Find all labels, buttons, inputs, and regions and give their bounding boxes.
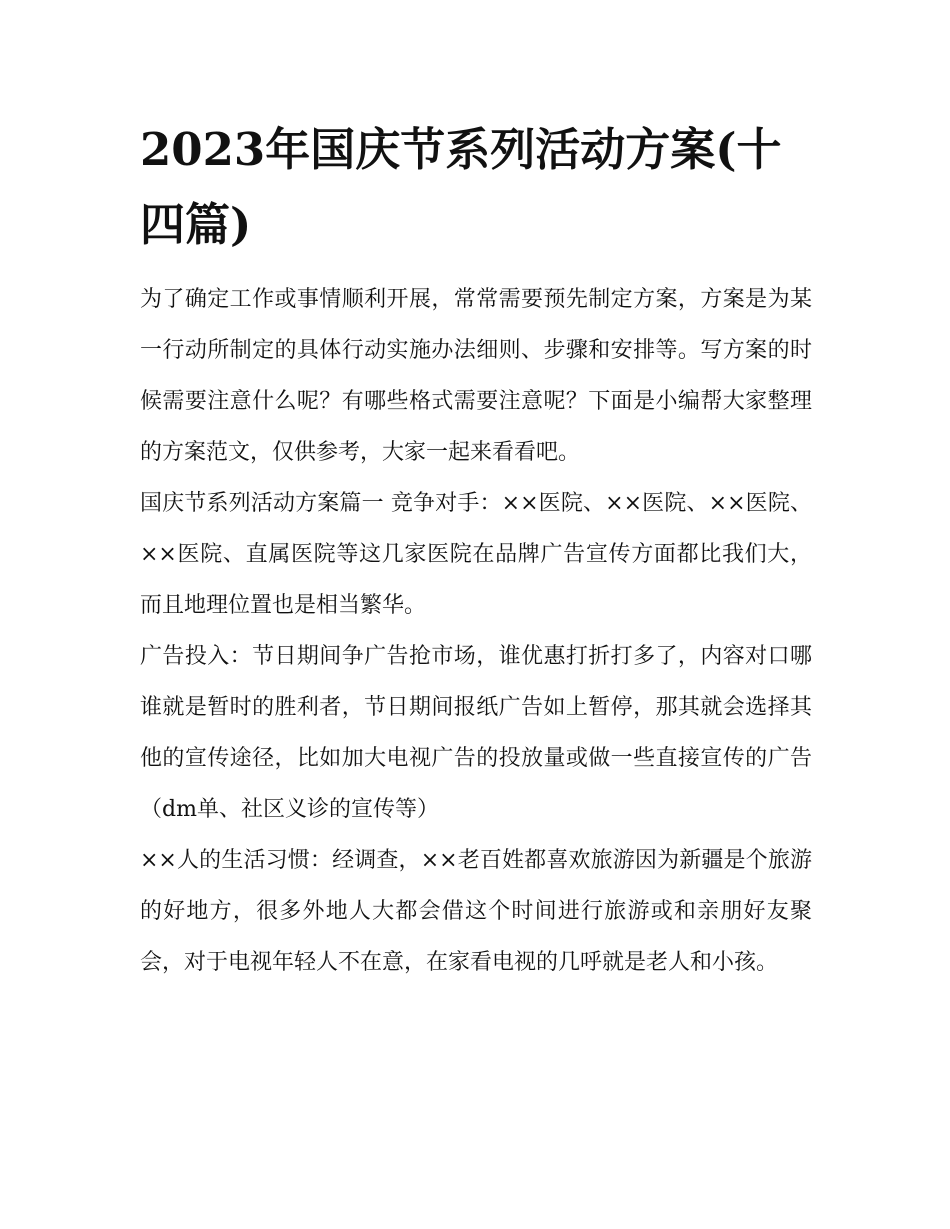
- document-title: 2023年国庆节系列活动方案(十四篇): [140, 123, 782, 251]
- advertising-paragraph: 广告投入：节日期间争广告抢市场，谁优惠打折打多了，内容对口哪谁就是暂时的胜利者，节日期间报纸广告如上暂停，那其就会选择其他的宣传途径，比如加大电视广告的投放量或做一些直接宣传的广告（dm单、社区义诊的宣传等）: [140, 644, 812, 822]
- intro-paragraph: 为了确定工作或事情顺利开展，常常需要预先制定方案，方案是为某一行动所制定的具体行动实施办法细则、步骤和安排等。写方案的时候需要注意什么呢？有哪些格式需要注意呢？下面是小编帮大家整理的方案范文，仅供参考，大家一起来看看吧。: [140, 287, 812, 465]
- document-page: [140, 112, 812, 988]
- habits-paragraph: ××人的生活习惯：经调查，××老百姓都喜欢旅游因为新疆是个旅游的好地方，很多外地人大都会借这个时间进行旅游或和亲朋好友聚会，对于电视年轻人不在意，在家看电视的几呼就是老人和小孩。: [140, 848, 812, 975]
- competitors-paragraph: 国庆节系列活动方案篇一 竞争对手：××医院、××医院、××医院、××医院、直属医院等这几家医院在品牌广告宣传方面都比我们大，而且地理位置也是相当繁华。: [140, 491, 812, 618]
